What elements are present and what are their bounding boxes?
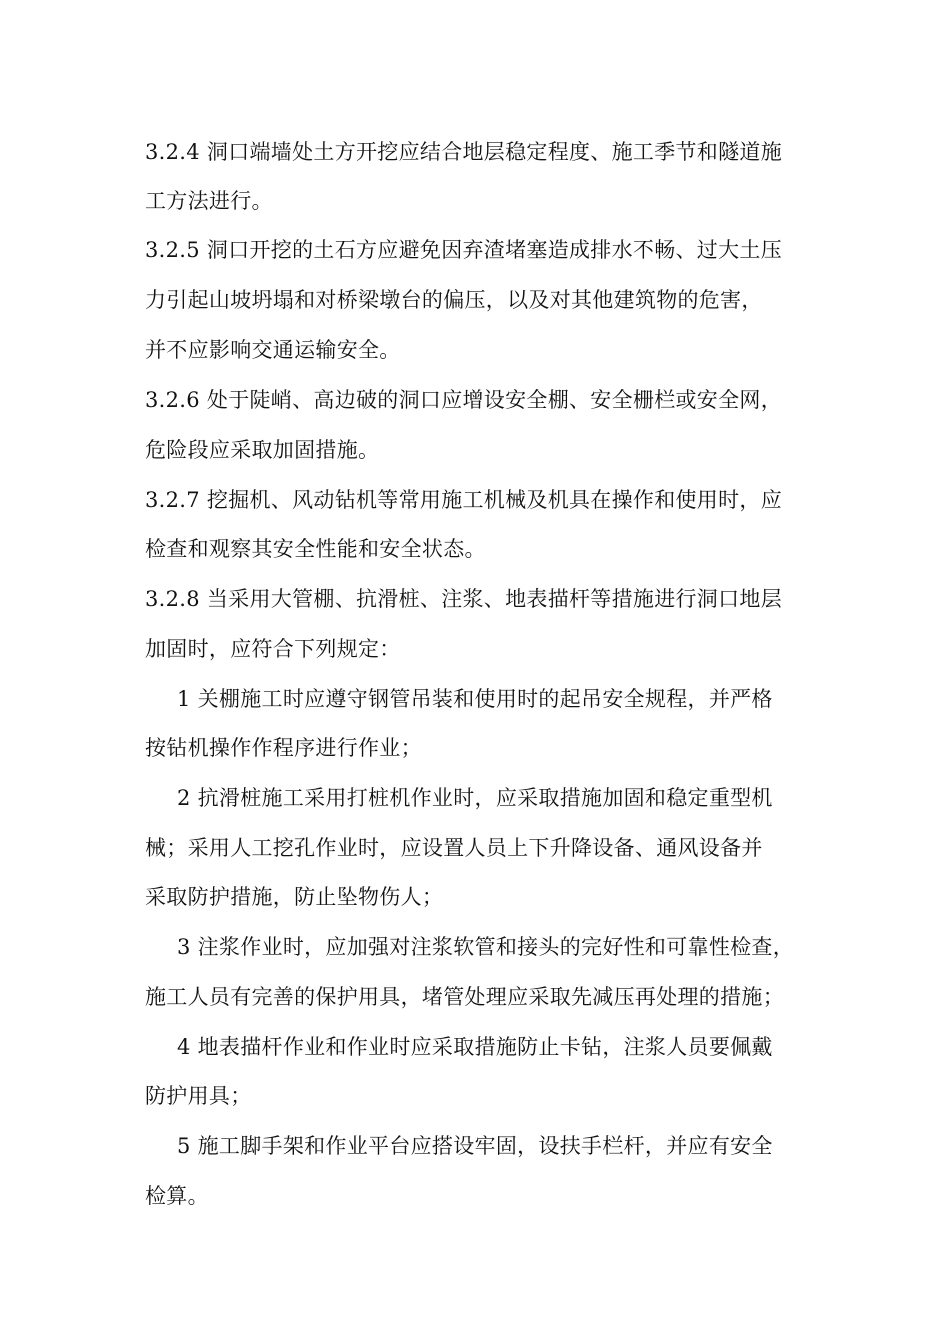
- text-line: 并不应影响交通运输安全。: [145, 338, 401, 362]
- text-line: 检算。: [145, 1184, 209, 1208]
- text-line: 防护用具；: [145, 1084, 252, 1108]
- text-line: 按钻机操作作程序进行作业；: [145, 736, 422, 760]
- text-line: 3.2.7 挖掘机、风动钻机等常用施工机械及机具在操作和使用时，应: [145, 488, 783, 512]
- text-line: 3.2.8 当采用大管棚、抗滑桩、注浆、地表描杆等措施进行洞口地层: [145, 587, 783, 611]
- text-line: 3 注浆作业时，应加强对注浆软管和接头的完好性和可靠性检查，: [177, 935, 795, 959]
- text-line: 工方法进行。: [145, 189, 273, 213]
- text-line: 械；采用人工挖孔作业时，应设置人员上下升降设备、通风设备并: [145, 836, 763, 860]
- text-line: 3.2.4 洞口端墙处土方开挖应结合地层稳定程度、施工季节和隧道施: [145, 140, 783, 164]
- text-line: 2 抗滑桩施工采用打桩机作业时，应采取措施加固和稳定重型机: [177, 786, 773, 810]
- text-line: 5 施工脚手架和作业平台应搭设牢固，设扶手栏杆，并应有安全: [177, 1134, 773, 1158]
- text-line: 1 关棚施工时应遵守钢管吊装和使用时的起吊安全规程，并严格: [177, 687, 773, 711]
- text-line: 3.2.6 处于陡峭、高边破的洞口应增设安全棚、安全栅栏或安全网，: [145, 388, 783, 412]
- text-line: 3.2.5 洞口开挖的土石方应避免因弃渣堵塞造成排水不畅、过大土压: [145, 238, 783, 262]
- text-line: 施工人员有完善的保护用具，堵管处理应采取先减压再处理的措施；: [145, 985, 784, 1009]
- text-line: 4 地表描杆作业和作业时应采取措施防止卡钻，注浆人员要佩戴: [177, 1035, 773, 1059]
- text-line: 加固时，应符合下列规定：: [145, 637, 401, 661]
- text-line: 危险段应采取加固措施。: [145, 438, 380, 462]
- text-line: 检查和观察其安全性能和安全状态。: [145, 537, 486, 561]
- text-line: 采取防护措施，防止坠物伤人；: [145, 885, 444, 909]
- text-line: 力引起山坡坍塌和对桥梁墩台的偏压，以及对其他建筑物的危害，: [145, 288, 763, 312]
